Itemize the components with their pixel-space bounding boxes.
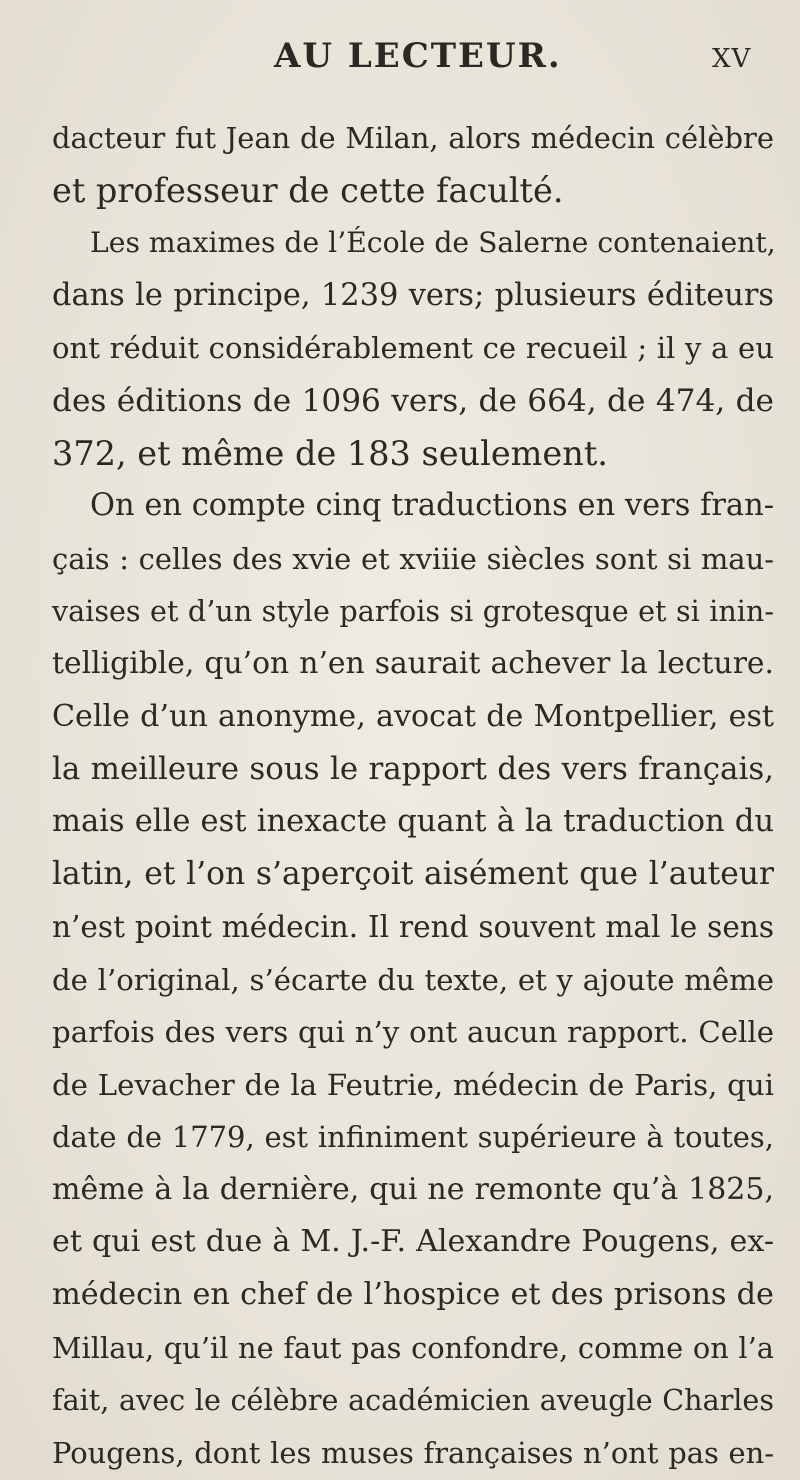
text-line: On en compte cinq traductions en vers fran- xyxy=(90,488,774,524)
text-line: n’est point médecin. Il rend souvent mal le sens xyxy=(52,909,774,944)
text-line: Pougens, dont les muses françaises n’ont pas en- xyxy=(52,1435,774,1470)
text-line: vaises et d’un style parfois si grotesque et si inin- xyxy=(52,594,774,629)
text-line: même à la dernière, qui ne remonte qu’à 1825, xyxy=(52,1171,774,1207)
text-line: et qui est due à M. J.-F. Alexandre Pougens, ex- xyxy=(52,1224,774,1260)
text-line: ont réduit considérablement ce recueil ; il y a eu xyxy=(52,331,774,366)
text-line: mais elle est inexacte quant à la traduction du xyxy=(52,803,774,839)
body-text xyxy=(52,112,774,1479)
text-line: Celle d’un anonyme, avocat de Montpellier, est xyxy=(52,698,774,734)
running-head: AU LECTEUR. xyxy=(274,36,562,76)
text-line: 372, et même de 183 seulement. xyxy=(52,433,608,473)
text-line: parfois des vers qui n’y ont aucun rapport. Celle xyxy=(52,1015,774,1050)
text-line: Les maximes de l’École de Salerne contenaient, xyxy=(90,226,776,260)
text-line: médecin en chef de l’hospice et des prisons de xyxy=(52,1277,774,1313)
text-line: fait, avec le célèbre académicien aveugle Charles xyxy=(52,1383,774,1418)
text-line: et professeur de cette faculté. xyxy=(52,170,564,210)
text-line: Millau, qu’il ne faut pas confondre, comme on l’a xyxy=(52,1330,774,1365)
text-line: dacteur fut Jean de Milan, alors médecin célèbre xyxy=(52,121,774,155)
text-line: telligible, qu’on n’en saurait achever la lecture. xyxy=(52,645,774,681)
text-line: date de 1779, est infiniment supérieure à toutes, xyxy=(52,1120,774,1155)
text-line: çais : celles des xvie et xviiie siècles sont si mau- xyxy=(52,541,774,576)
page-number: XV xyxy=(712,44,752,74)
text-line: des éditions de 1096 vers, de 664, de 474, de xyxy=(52,382,774,419)
text-line: de Levacher de la Feutrie, médecin de Paris, qui xyxy=(52,1067,774,1102)
text-line: de l’original, s’écarte du texte, et y ajoute même xyxy=(52,962,774,997)
text-line: latin, et l’on s’aperçoit aisément que l’auteur xyxy=(52,856,774,893)
page-header xyxy=(0,36,800,96)
text-line: dans le principe, 1239 vers; plusieurs éditeurs xyxy=(52,277,774,313)
text-line: la meilleure sous le rapport des vers français, xyxy=(52,751,774,788)
